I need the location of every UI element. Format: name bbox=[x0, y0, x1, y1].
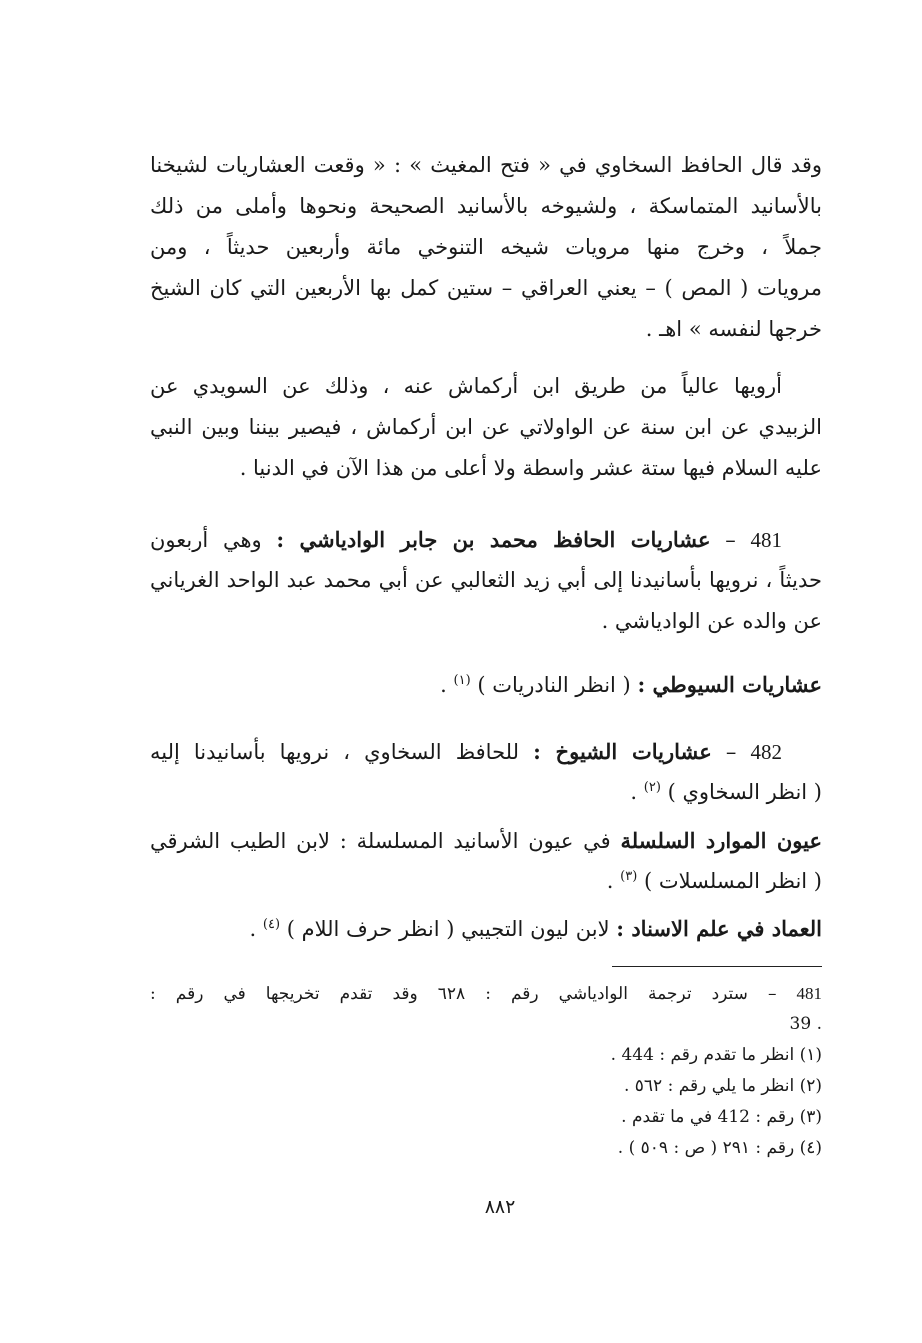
footnotes bbox=[150, 978, 822, 1164]
entry-heading-line bbox=[150, 908, 822, 949]
footnote-item bbox=[150, 1102, 822, 1133]
text-line: بالأسانيد المتماسكة ، ولشيوخه بالأسانيد الصحيحة ونحوها وأملى من ذلك bbox=[150, 194, 822, 218]
entry-dash: – bbox=[725, 740, 737, 764]
entry-suyuti bbox=[150, 664, 822, 705]
text-line bbox=[150, 772, 822, 813]
footnote-mark: (٣) bbox=[799, 1107, 822, 1127]
footnote-text: رقم : ٢٩١ ( ص : ٥٠٩ ) . bbox=[617, 1138, 795, 1158]
footnote-text: سترد ترجمة الوادياشي رقم : ٦٢٨ وقد تقدم تخريجها في رقم : bbox=[150, 984, 748, 1004]
footnote-text: انظر ما يلي رقم : ٥٦٢ . bbox=[623, 1076, 795, 1096]
footnote-dash: – bbox=[767, 984, 777, 1004]
entry-al-imad bbox=[150, 908, 822, 949]
footnote-mark: (٢) bbox=[799, 1076, 822, 1096]
text-line: عن والده عن الوادياشي . bbox=[601, 609, 822, 633]
text-line: وقد قال الحافظ السخاوي في « فتح المغيث » : « وقعت العشاريات لشيخنا bbox=[150, 153, 822, 177]
entry-end: . bbox=[440, 673, 447, 697]
entry-end: . bbox=[630, 780, 638, 804]
entry-title: عيون الموارد السلسلة bbox=[620, 828, 822, 853]
entry-title: عشاريات السيوطي : bbox=[637, 672, 822, 697]
entry-title: عشاريات الحافظ محمد بن جابر الوادياشي : bbox=[276, 527, 711, 552]
text-line: حديثاً ، نرويها بأسانيدنا إلى أبي زيد الثعالبي عن أبي محمد عبد الواحد الغرياني bbox=[150, 568, 822, 592]
entry-heading-line bbox=[150, 820, 822, 861]
entry-heading-line bbox=[150, 519, 822, 560]
entry-text: ( انظر المسلسلات ) bbox=[644, 869, 822, 893]
entry-end: . bbox=[606, 869, 614, 893]
entry-heading-line bbox=[150, 731, 822, 772]
text-line: أرويها عالياً من طريق ابن أركماش عنه ، وذلك عن السويدي عن bbox=[150, 374, 782, 398]
entry-text: وهي أربعون bbox=[150, 528, 262, 552]
footnote-marker: (١) bbox=[453, 673, 471, 688]
entry-text: ( انظر السخاوي ) bbox=[667, 780, 822, 804]
entry-dash: – bbox=[725, 528, 736, 552]
footnote-separator bbox=[612, 966, 822, 967]
paragraph-riwaya bbox=[150, 366, 822, 489]
footnote-text: رقم : 412 في ما تقدم . bbox=[621, 1107, 795, 1127]
text-line: الزبيدي عن ابن سنة عن الواولاتي عن ابن أركماش ، فيصير بيننا وبين النبي bbox=[150, 415, 822, 439]
footnote-main-line bbox=[150, 978, 822, 1009]
entry-text: في عيون الأسانيد المسلسلة : لابن الطيب الشرقي bbox=[150, 829, 611, 853]
entry-title: العماد في علم الاسناد : bbox=[616, 916, 822, 941]
footnote-item bbox=[150, 1133, 822, 1164]
footnote-marker: (٣) bbox=[620, 869, 638, 884]
footnote-mark: (٤) bbox=[799, 1138, 822, 1158]
entry-heading-line bbox=[150, 664, 822, 705]
text-line: جملاً ، وخرج منها مرويات شيخه التنوخي مائة وأربعين حديثاً ، ومن bbox=[150, 235, 822, 259]
footnote-marker: (٤) bbox=[262, 917, 281, 932]
entry-end: . bbox=[249, 917, 257, 941]
text-line: مرويات ( المص ) – يعني العراقي – ستين كمل بها الأربعين التي كان الشيخ bbox=[150, 276, 822, 300]
entry-text: ( انظر النادريات ) bbox=[477, 673, 631, 697]
entry-title: عشاريات الشيوخ : bbox=[533, 739, 712, 764]
entry-482 bbox=[150, 731, 822, 813]
entry-481 bbox=[150, 519, 822, 642]
page-number: ٨٨٢ bbox=[484, 1196, 516, 1218]
paragraph-sakhawi-quote bbox=[150, 145, 822, 350]
entry-text: للحافظ السخاوي ، نرويها بأسانيدنا إليه bbox=[150, 740, 519, 764]
text-line: عليه السلام فيها ستة عشر واسطة ولا أعلى من هذا الآن في الدنيا . bbox=[239, 456, 822, 480]
text-line bbox=[150, 861, 822, 902]
entry-number: 482 bbox=[750, 740, 782, 764]
entry-uyun-al-mawarid bbox=[150, 820, 822, 902]
footnote-marker: (٢) bbox=[643, 780, 661, 795]
footnote-item bbox=[150, 1040, 822, 1071]
entry-number: 481 bbox=[750, 528, 782, 552]
entry-text: لابن ليون التجيبي ( انظر حرف اللام ) bbox=[286, 917, 610, 941]
footnote-mark: (١) bbox=[799, 1045, 822, 1065]
footnote-item bbox=[150, 1071, 822, 1102]
footnote-entry-number: 481 bbox=[796, 984, 823, 1003]
text-line: خرجها لنفسه » اهـ . bbox=[645, 317, 822, 341]
footnote-text: . 39 bbox=[789, 1014, 822, 1034]
footnote-text: انظر ما تقدم رقم : 444 . bbox=[610, 1045, 795, 1065]
